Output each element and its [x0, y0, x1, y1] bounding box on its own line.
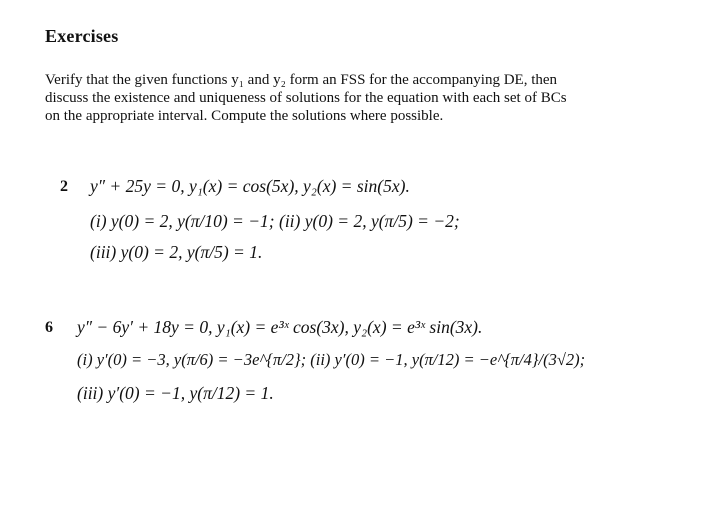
exercise-conditions: (iii) y′(0) = −1, y(π/12) = 1.: [77, 383, 274, 403]
exercise-number: 6: [45, 319, 53, 336]
instructions-line: Verify that the given functions y₁ and y₂ form an FSS for the accompanying DE, then: [45, 72, 558, 88]
instructions-paragraph: [45, 71, 675, 125]
exercise-conditions: (i) y(0) = 2, y(π/10) = −1; (ii) y(0) = 2, y(π/5) = −2;: [90, 211, 460, 231]
instructions-line: on the appropriate interval. Compute the solutions where possible.: [45, 108, 444, 124]
exercise-conditions: (i) y′(0) = −3, y(π/6) = −3e^{π/2}; (ii) y′(0) = −1, y(π/12) = −e^{π/4}/(3√2);: [77, 350, 586, 369]
page-title: Exercises: [45, 26, 119, 46]
exercise-equation: y″ + 25y = 0, y₁(x) = cos(5x), y₂(x) = sin(5x).: [90, 176, 410, 196]
exercise-equation: y″ − 6y′ + 18y = 0, y₁(x) = e³ˣ cos(3x), y₂(x) = e³ˣ sin(3x).: [77, 317, 483, 337]
instructions-line: discuss the existence and uniqueness of solutions for the equation with each set of BCs: [45, 90, 567, 106]
exercise-number: 2: [60, 178, 68, 195]
exercise-conditions: (iii) y(0) = 2, y(π/5) = 1.: [90, 242, 263, 262]
